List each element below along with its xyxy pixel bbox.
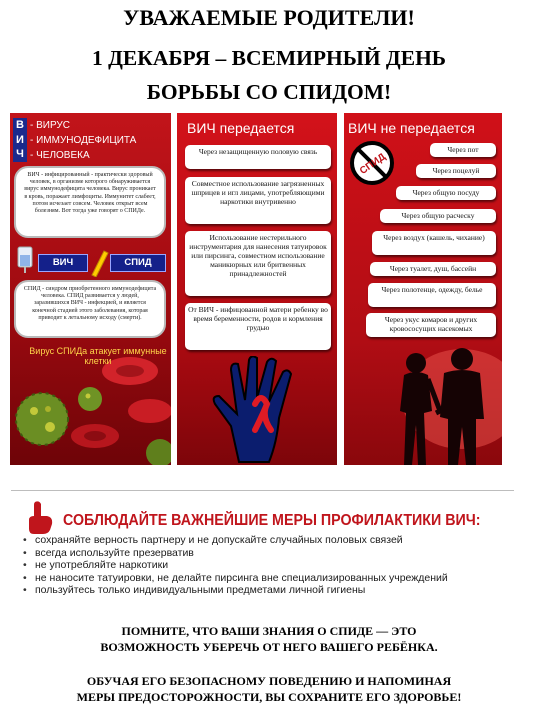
prevention-list (23, 534, 448, 597)
acronym-row: - ВИРУС (30, 120, 70, 131)
non-transmission-item: Через общую расческу (380, 209, 496, 223)
panel-what-is-hiv (10, 113, 171, 465)
non-transmission-item: Через туалет, душ, бассейн (370, 262, 496, 276)
aids-definition-cloud: СПИД - синдром приобретенного иммунодефицита человека. СПИД развивается у людей, заразившихся ВИЧ - инфекцией, и является конечной стадией этого заболевания, которая приводит к летальному исходу (смерти). (14, 280, 166, 338)
list-item: • не наносите татуировки, не делайте пирсинга вне специализированных учреждений (23, 572, 448, 585)
non-transmission-item: Через укус комаров и других кровососущих насекомых (366, 313, 496, 337)
closing-line-4: МЕРЫ ПРЕДОСТОРОЖНОСТИ, ВЫ СОХРАНИТЕ ЕГО ЗДОРОВЬЕ! (76, 690, 462, 704)
header-line-1: УВАЖАЕМЫЕ РОДИТЕЛИ! (123, 5, 415, 30)
acronym-row: - ИММУНОДЕФИЦИТА (30, 135, 137, 146)
hand-ribbon-icon (209, 356, 319, 464)
list-item: • пользуйтесь только индивидуальными предметами личной гигиены (23, 584, 448, 597)
raised-finger-icon (25, 500, 55, 534)
non-transmission-item: Через пот (430, 143, 496, 157)
non-transmission-item: Через поцелуй (416, 164, 496, 178)
header-line-2: 1 ДЕКАБРЯ – ВСЕМИРНЫЙ ДЕНЬ (91, 46, 447, 70)
transmission-item: От ВИЧ - инфицованной матери ребенку во время беременности, родов и кормления грудью (185, 303, 331, 350)
virus-caption: Вирус СПИДа атакует иммунные клетки (29, 346, 167, 366)
header-line-3: БОРЬБЫ СО СПИДОМ! (146, 80, 392, 104)
badge-aids: СПИД (110, 254, 166, 272)
closing-line-3: ОБУЧАЯ ЕГО БЕЗОПАСНОМУ ПОВЕДЕНИЮ И НАПОМИНАЯ (86, 674, 452, 688)
acronym-letter: Ч (16, 148, 24, 160)
acronym-row: - ЧЕЛОВЕКА (30, 150, 90, 161)
divider (11, 490, 514, 491)
panel-title: ВИЧ передается (187, 120, 295, 136)
prevention-section (11, 490, 514, 605)
non-transmission-item: Через общую посуду (396, 186, 496, 200)
transmission-item: Совместное использование загрязненных шприцев и игл лицами, употребляющими наркотики внутривенно (185, 177, 331, 224)
hiv-definition-cloud: ВИЧ - инфицированный - практически здоровый человек, в организме которого обнаруживается вирус иммунодефицита человека. Вирус проникает в кровь, поражает лимфоциты. Иммунитет слабеет, потом исчезает совсем. Человек открыт всем болезням. Вот тогда уже говорят о СПИДе. (14, 166, 166, 238)
closing-line-1: ПОМНИТЕ, ЧТО ВАШИ ЗНАНИЯ О СПИДЕ — ЭТО (121, 624, 417, 638)
acronym-letter: В (16, 119, 24, 131)
no-aids-sign-icon (346, 137, 398, 189)
acronym-letter: И (16, 133, 24, 146)
hiv-acronym-letters (13, 118, 27, 162)
svg-text:СПИД: СПИД (357, 151, 388, 177)
couple-silhouette-icon (344, 339, 502, 465)
non-transmission-item: Через полотенце, одежду, белье (368, 283, 496, 307)
non-transmission-item: Через воздух (кашель, чихание) (372, 231, 496, 255)
syringe-icon (14, 245, 38, 273)
panel-hiv-transmitted (177, 113, 337, 465)
panel-hiv-not-transmitted (344, 113, 502, 465)
arrow-icon (90, 247, 110, 277)
prevention-title: СОБЛЮДАЙТЕ ВАЖНЕЙШИЕ МЕРЫ ПРОФИЛАКТИКИ ВИЧ: (63, 512, 481, 529)
closing-line-2: ВОЗМОЖНОСТЬ УБЕРЕЧЬ ОТ НЕГО ВАШЕГО РЕБЁНКА. (100, 640, 438, 654)
panel-title: ВИЧ не передается (348, 120, 475, 136)
list-item: • не употребляйте наркотики (23, 559, 448, 572)
transmission-item: Использование нестерильного инструментария для нанесения татуировок или пирсинга, совместном использование маникюрных или бритвенных принадлежностей (185, 231, 331, 296)
list-item: • сохраняйте верность партнеру и не допускайте случайных половых связей (23, 534, 448, 547)
transmission-item: Через незащищенную половую связь (185, 145, 331, 169)
badge-hiv: ВИЧ (38, 254, 88, 272)
list-item: • всегда используйте презерватив (23, 547, 448, 560)
